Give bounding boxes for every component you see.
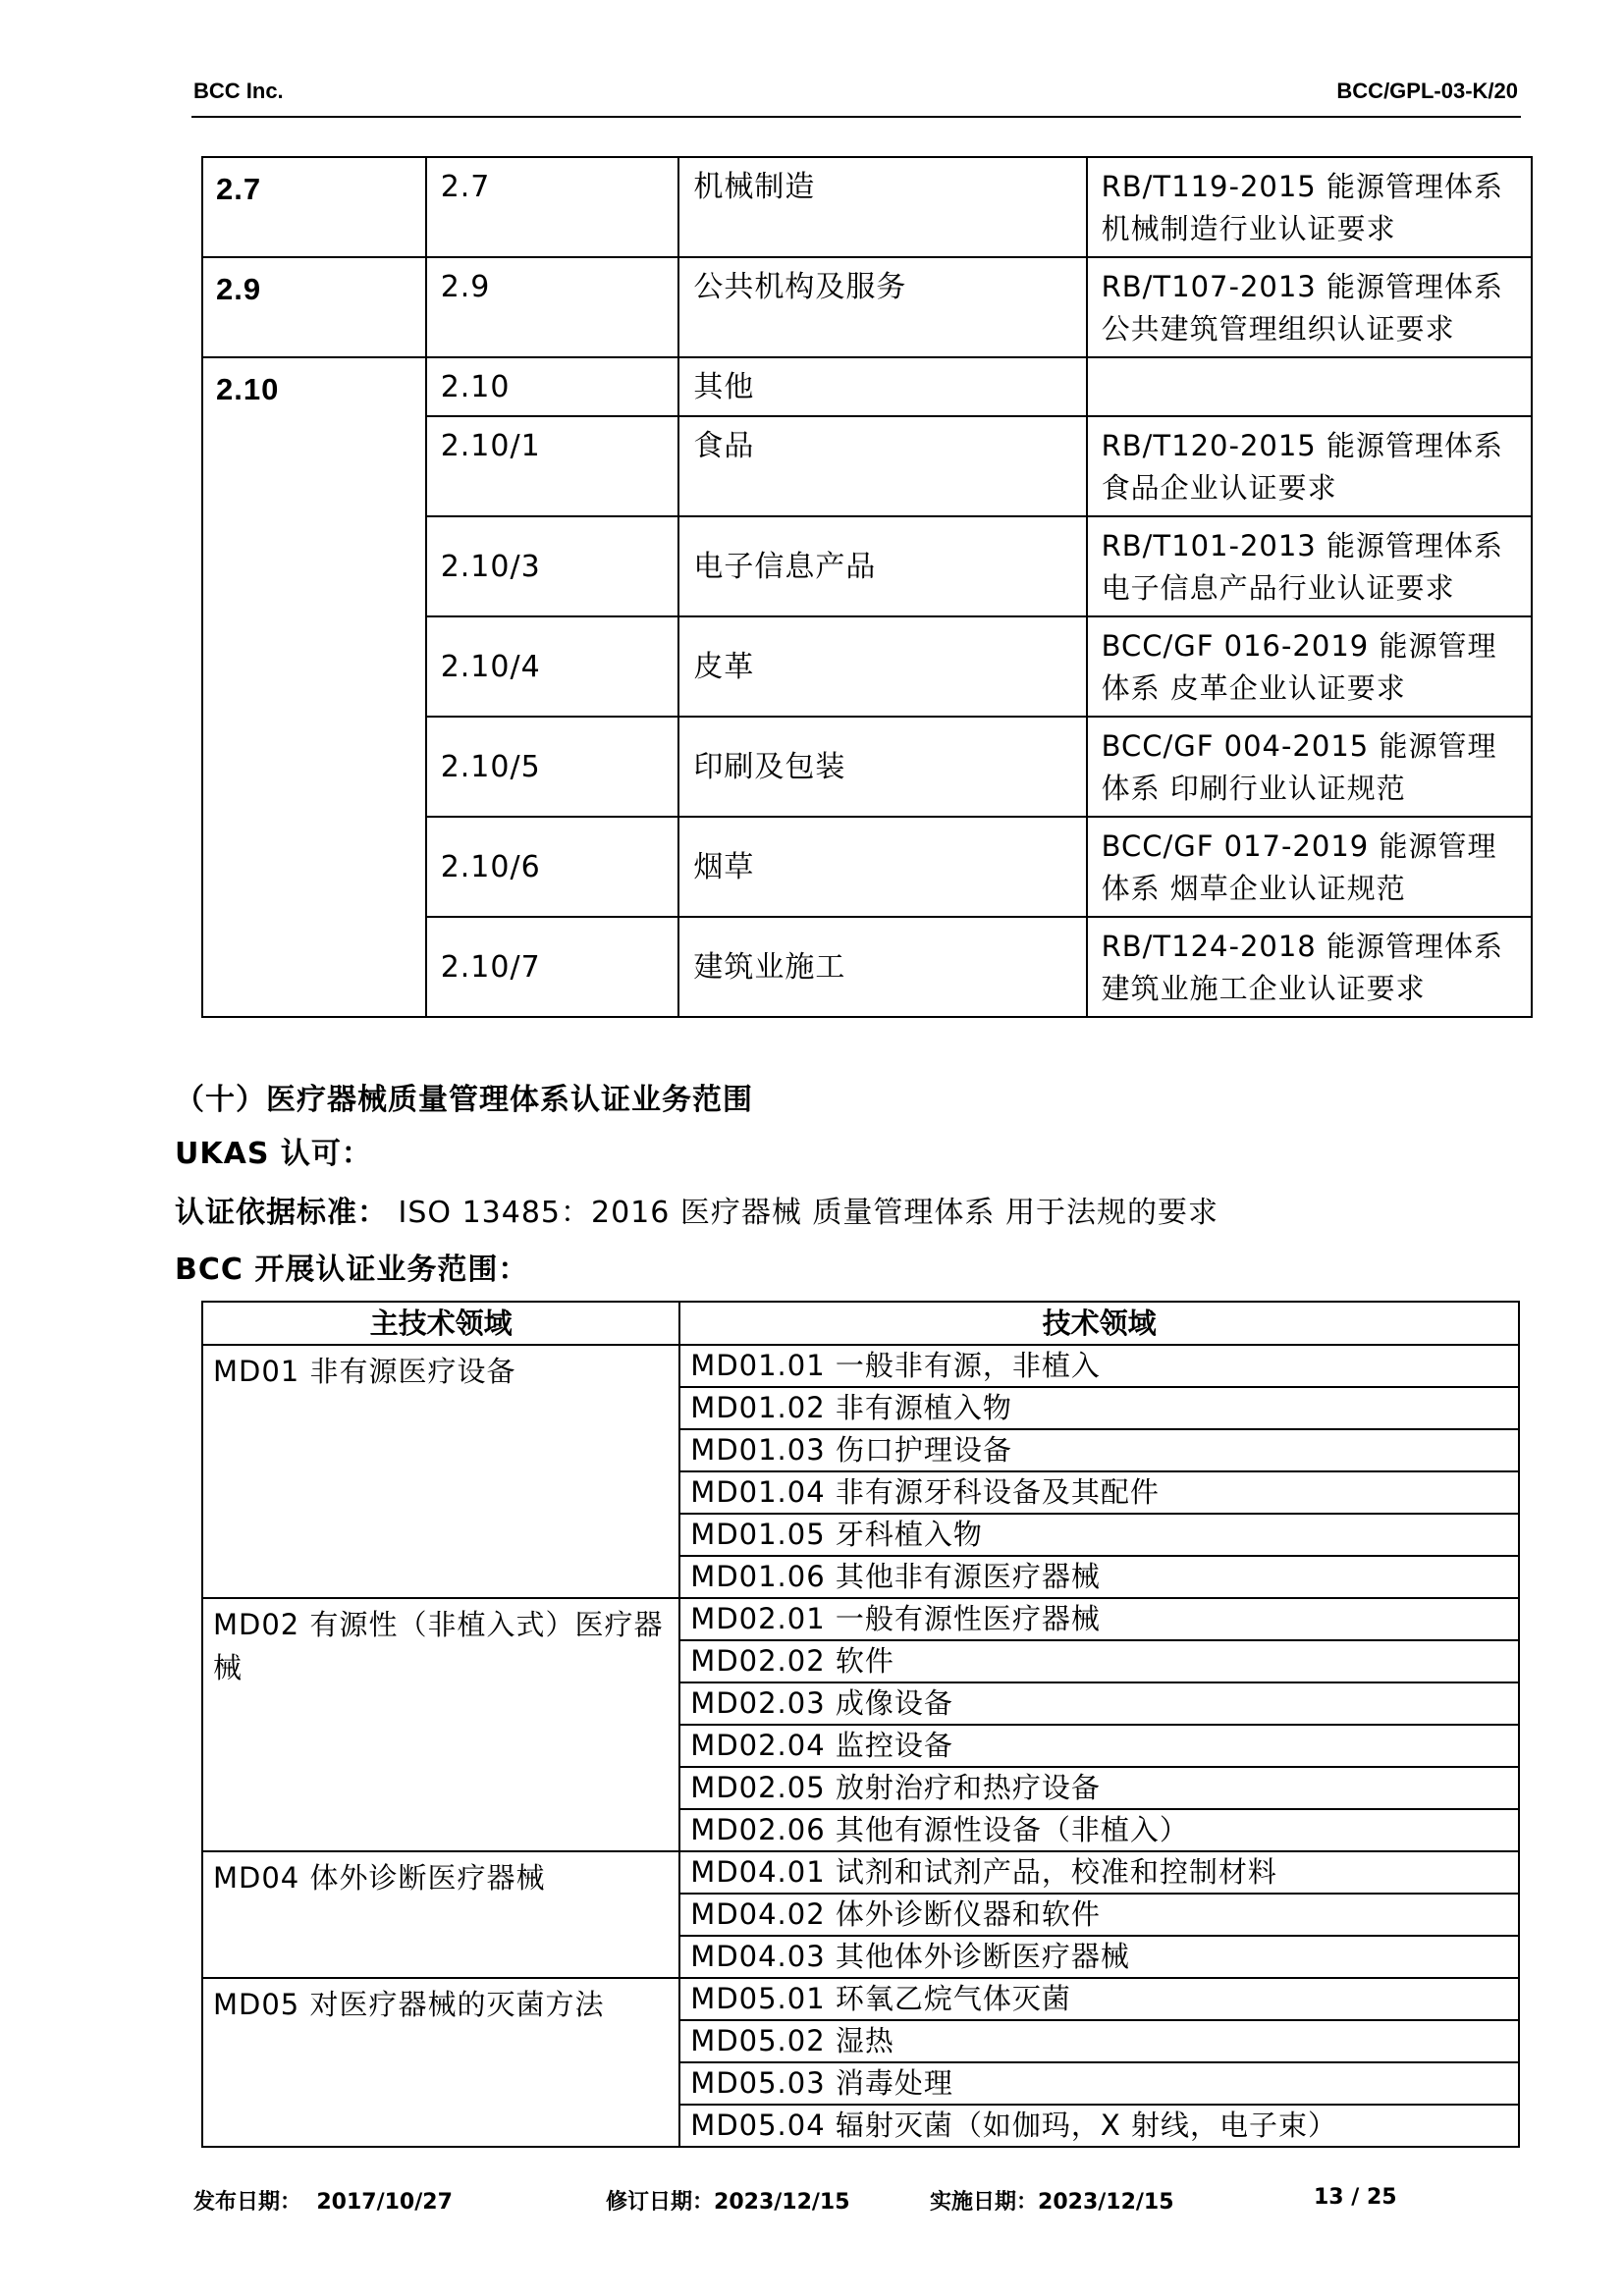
table-row bbox=[202, 357, 1532, 416]
field-cell: MD02.06 其他有源性设备（非植入） bbox=[679, 1809, 1519, 1851]
sub-code-cell: 2.10/3 bbox=[426, 516, 679, 616]
main-code-cell: 2.9 bbox=[202, 257, 426, 357]
standard-cell: RB/T107-2013 能源管理体系 公共建筑管理组织认证要求 bbox=[1087, 257, 1532, 357]
field-cell: MD01.02 非有源植入物 bbox=[679, 1387, 1519, 1429]
field-cell: 食品 bbox=[678, 416, 1086, 516]
footer-publish-label: 发布日期： bbox=[193, 2190, 302, 2215]
sub-code-cell: 2.10/6 bbox=[426, 817, 679, 917]
field-cell: MD02.01 一般有源性医疗器械 bbox=[679, 1598, 1519, 1640]
field-cell: MD02.05 放射治疗和热疗设备 bbox=[679, 1767, 1519, 1809]
standard-cell: BCC/GF 017-2019 能源管理体系 烟草企业认证规范 bbox=[1087, 817, 1532, 917]
footer-revise-date: 2023/12/15 bbox=[714, 2190, 850, 2215]
standard-cell: RB/T124-2018 能源管理体系 建筑业施工企业认证要求 bbox=[1087, 917, 1532, 1017]
field-cell: MD01.04 非有源牙科设备及其配件 bbox=[679, 1471, 1519, 1514]
table-row bbox=[202, 1851, 1519, 1894]
field-cell: 烟草 bbox=[678, 817, 1086, 917]
field-cell: 皮革 bbox=[678, 616, 1086, 717]
main-field-cell: MD01 非有源医疗设备 bbox=[202, 1345, 679, 1598]
header-main-field: 主技术领域 bbox=[202, 1302, 679, 1345]
field-cell: MD05.03 消毒处理 bbox=[679, 2062, 1519, 2105]
standard-cell: RB/T120-2015 能源管理体系 食品企业认证要求 bbox=[1087, 416, 1532, 516]
standard-cell: BCC/GF 004-2015 能源管理体系 印刷行业认证规范 bbox=[1087, 717, 1532, 817]
header-doc-code: BCC/GPL-03-K/20 bbox=[1336, 79, 1518, 103]
field-cell: MD01.03 伤口护理设备 bbox=[679, 1429, 1519, 1471]
section-title: （十）医疗器械质量管理体系认证业务范围 bbox=[175, 1083, 753, 1117]
sub-code-cell: 2.10/1 bbox=[426, 416, 679, 516]
standard-cell: BCC/GF 016-2019 能源管理体系 皮革企业认证要求 bbox=[1087, 616, 1532, 717]
field-cell: 电子信息产品 bbox=[678, 516, 1086, 616]
sub-code-cell: 2.10/5 bbox=[426, 717, 679, 817]
field-cell: MD02.02 软件 bbox=[679, 1640, 1519, 1682]
sub-code-cell: 2.10 bbox=[426, 357, 679, 416]
basis-standard-line bbox=[175, 1188, 1218, 1231]
field-cell: 建筑业施工 bbox=[678, 917, 1086, 1017]
field-cell: MD05.02 湿热 bbox=[679, 2020, 1519, 2062]
table-row bbox=[202, 1598, 1519, 1640]
field-cell: MD04.03 其他体外诊断医疗器械 bbox=[679, 1936, 1519, 1978]
header-field: 技术领域 bbox=[679, 1302, 1519, 1345]
md-scope-table bbox=[201, 1301, 1520, 2148]
footer-revise-label: 修订日期： bbox=[606, 2190, 715, 2215]
scope-label: BCC 开展认证业务范围： bbox=[175, 1253, 529, 1287]
main-code-cell: 2.7 bbox=[202, 157, 426, 257]
field-cell: 印刷及包装 bbox=[678, 717, 1086, 817]
field-cell: MD02.04 监控设备 bbox=[679, 1725, 1519, 1767]
field-cell: 其他 bbox=[678, 357, 1086, 416]
footer-revise bbox=[606, 2185, 850, 2216]
footer-publish-date: 2017/10/27 bbox=[316, 2190, 453, 2215]
sub-code-cell: 2.10/7 bbox=[426, 917, 679, 1017]
table-row bbox=[202, 157, 1532, 257]
sub-code-cell: 2.9 bbox=[426, 257, 679, 357]
sub-code-cell: 2.7 bbox=[426, 157, 679, 257]
field-cell: MD05.04 辐射灭菌（如伽玛，X 射线，电子束） bbox=[679, 2105, 1519, 2147]
footer-effective-label: 实施日期： bbox=[930, 2190, 1039, 2215]
table-row bbox=[202, 257, 1532, 357]
field-cell: MD01.01 一般非有源，非植入 bbox=[679, 1345, 1519, 1387]
energy-scope-table bbox=[201, 156, 1533, 1018]
standard-cell: RB/T101-2013 能源管理体系 电子信息产品行业认证要求 bbox=[1087, 516, 1532, 616]
field-cell: MD01.06 其他非有源医疗器械 bbox=[679, 1556, 1519, 1598]
field-cell: MD02.03 成像设备 bbox=[679, 1682, 1519, 1725]
main-field-cell: MD05 对医疗器械的灭菌方法 bbox=[202, 1978, 679, 2147]
field-cell: 公共机构及服务 bbox=[678, 257, 1086, 357]
header-divider bbox=[191, 116, 1521, 118]
field-cell: MD01.05 牙科植入物 bbox=[679, 1514, 1519, 1556]
field-cell: MD04.01 试剂和试剂产品，校准和控制材料 bbox=[679, 1851, 1519, 1894]
accreditation-label: UKAS 认可： bbox=[175, 1137, 372, 1171]
field-cell: MD05.01 环氧乙烷气体灭菌 bbox=[679, 1978, 1519, 2020]
main-code-cell: 2.10 bbox=[202, 357, 426, 1017]
table-row bbox=[202, 1345, 1519, 1387]
field-cell: 机械制造 bbox=[678, 157, 1086, 257]
main-field-cell: MD02 有源性（非植入式）医疗器械 bbox=[202, 1598, 679, 1851]
footer-page-number: 13 / 25 bbox=[1314, 2185, 1397, 2210]
basis-label: 认证依据标准： bbox=[175, 1196, 388, 1230]
standard-cell: RB/T119-2015 能源管理体系 机械制造行业认证要求 bbox=[1087, 157, 1532, 257]
sub-code-cell: 2.10/4 bbox=[426, 616, 679, 717]
footer-effective bbox=[930, 2185, 1174, 2216]
footer-effective-date: 2023/12/15 bbox=[1038, 2190, 1174, 2215]
field-cell: MD04.02 体外诊断仪器和软件 bbox=[679, 1894, 1519, 1936]
main-field-cell: MD04 体外诊断医疗器械 bbox=[202, 1851, 679, 1978]
table-header-row bbox=[202, 1302, 1519, 1345]
footer-publish bbox=[193, 2185, 453, 2216]
standard-cell bbox=[1087, 357, 1532, 416]
basis-value: ISO 13485：2016 医疗器械 质量管理体系 用于法规的要求 bbox=[388, 1196, 1218, 1230]
table-row bbox=[202, 1978, 1519, 2020]
header-company: BCC Inc. bbox=[193, 79, 284, 103]
